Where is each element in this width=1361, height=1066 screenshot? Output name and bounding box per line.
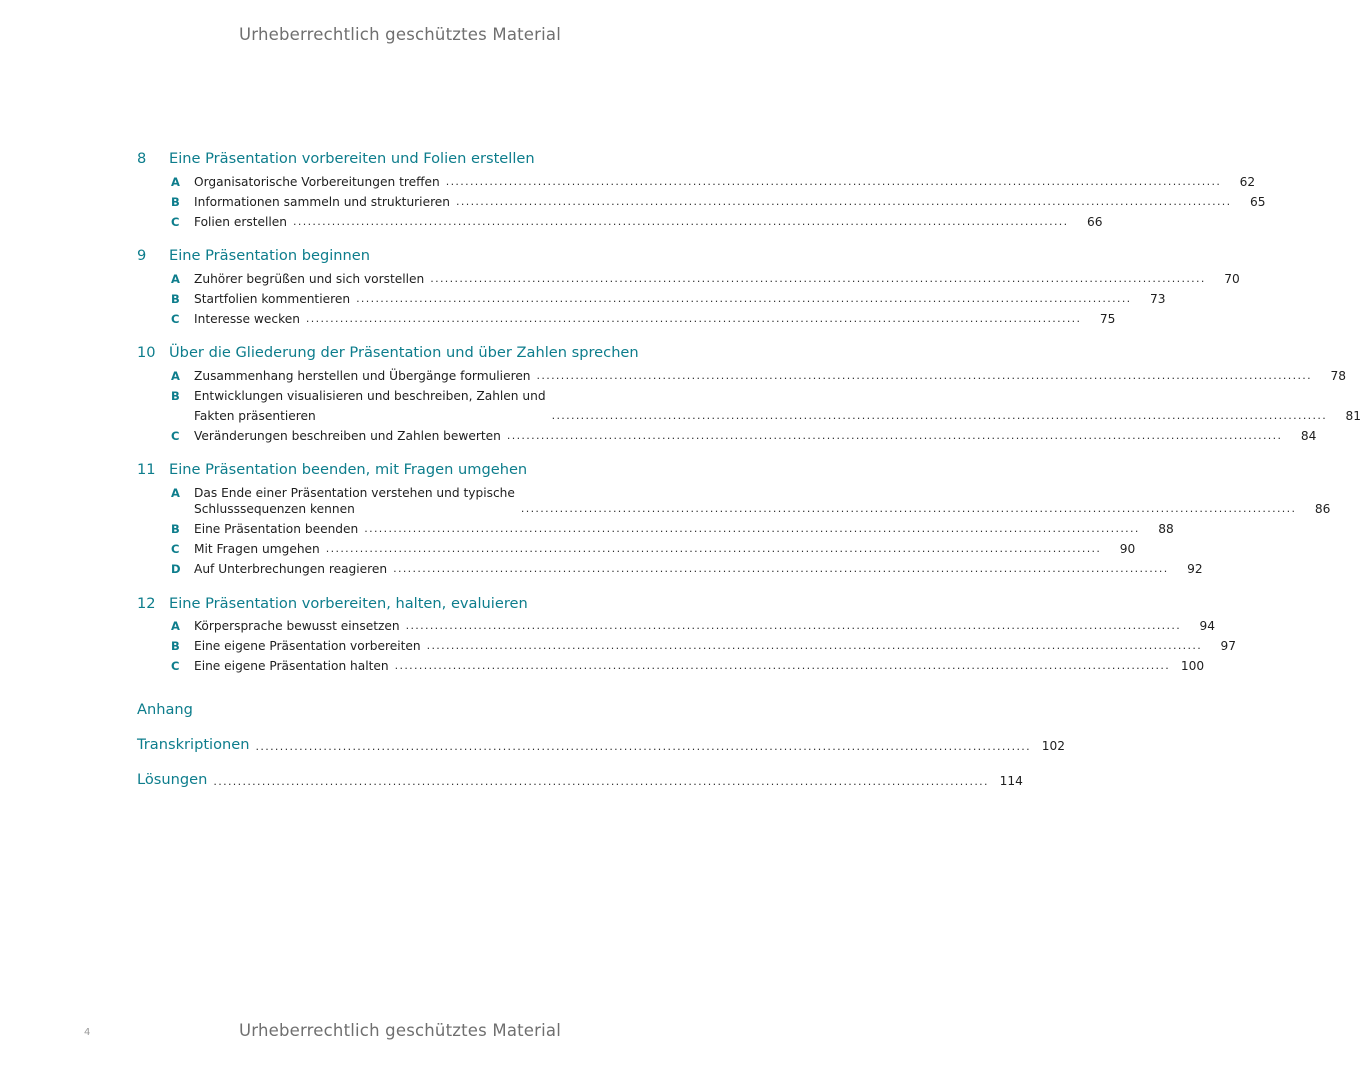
dot-leader: ................................................................................................................................................................ — [364, 522, 1140, 535]
section-letter: A — [171, 174, 180, 189]
section-title: Interesse wecken — [194, 311, 300, 326]
toc-entry[interactable] — [171, 658, 1205, 675]
appendix-entry-transcriptions[interactable] — [137, 734, 1065, 756]
appendix-title: Lösungen — [137, 770, 208, 788]
section-title: Organisatorische Vorbereitungen treffen — [194, 174, 440, 189]
chapter-number: 8 — [137, 150, 147, 167]
watermark-top: Urheberrechtlich geschütztes Material — [238, 25, 562, 44]
appendix-title: Transkriptionen — [137, 735, 250, 753]
chapter-9 — [137, 245, 1240, 327]
toc-entry[interactable] — [171, 428, 1317, 445]
toc-entry[interactable] — [171, 521, 1174, 538]
dot-leader: ................................................................................................................................................................ — [305, 311, 1082, 325]
page-ref: 62 — [1239, 174, 1256, 189]
page-ref: 97 — [1220, 639, 1237, 653]
page-ref: 78 — [1330, 368, 1346, 383]
toc-entry[interactable] — [171, 271, 1240, 288]
chapter-number: 10 — [137, 344, 156, 361]
chapter-title: Eine Präsentation vorbereiten, halten, evaluieren — [169, 594, 528, 612]
section-letter: C — [171, 311, 180, 326]
toc-entry[interactable] — [171, 368, 1346, 385]
section-title: Eine Präsentation beenden — [194, 522, 359, 536]
section-letter: D — [171, 562, 181, 576]
toc-entry[interactable] — [171, 638, 1237, 655]
appendix-heading: Anhang — [137, 700, 193, 718]
section-letter: B — [171, 388, 180, 403]
chapter-heading[interactable] — [137, 245, 657, 267]
watermark-bottom: Urheberrechtlich geschütztes Material — [238, 1021, 562, 1040]
page-ref: 84 — [1300, 428, 1317, 443]
chapter-title: Eine Präsentation beenden, mit Fragen umgehen — [169, 461, 528, 478]
section-letter: B — [171, 291, 180, 306]
toc-entry[interactable] — [171, 311, 1116, 328]
dot-leader: ................................................................................................................................................................ — [536, 368, 1312, 382]
chapter-title: Eine Präsentation vorbereiten und Folien erstellen — [169, 150, 535, 167]
dot-leader: ................................................................................................................................................................ — [255, 739, 1031, 753]
toc-entry[interactable] — [171, 561, 1203, 578]
page-ref: 66 — [1086, 214, 1103, 229]
page-ref: 86 — [1314, 502, 1331, 516]
chapter-11 — [137, 459, 1331, 578]
toc-entry[interactable] — [171, 618, 1216, 635]
page-ref: 75 — [1099, 311, 1116, 326]
chapter-number: 12 — [137, 594, 156, 612]
section-title: Zusammenhang herstellen und Übergänge formulieren — [194, 368, 531, 383]
chapter-title: Eine Präsentation beginnen — [169, 247, 371, 264]
section-title-line-2: Schlusssequenzen kennen — [194, 502, 355, 516]
section-letter: B — [171, 194, 180, 209]
chapter-12 — [137, 593, 1237, 675]
section-title: Veränderungen beschreiben und Zahlen bewerten — [194, 428, 501, 443]
toc-entry[interactable] — [171, 485, 1331, 518]
chapter-8 — [137, 148, 1266, 230]
section-title: Informationen sammeln und strukturieren — [194, 194, 451, 209]
chapter-heading[interactable] — [137, 593, 657, 615]
section-letter: B — [171, 639, 180, 653]
page-ref: 114 — [999, 773, 1023, 788]
dot-leader: ................................................................................................................................................................ — [394, 659, 1171, 672]
section-title — [194, 388, 552, 425]
section-title: Eine eigene Präsentation vorbereiten — [194, 639, 421, 653]
page-ref: 81 — [1345, 408, 1361, 423]
section-title: Folien erstellen — [194, 214, 288, 229]
section-letter: A — [171, 619, 180, 633]
toc-entry[interactable] — [171, 388, 1361, 425]
dot-leader: ................................................................................................................................................................ — [356, 291, 1132, 305]
chapter-number: 11 — [137, 461, 156, 478]
dot-leader: ................................................................................................................................................................ — [520, 502, 1297, 515]
page-ref: 90 — [1119, 542, 1136, 556]
page-ref: 73 — [1150, 291, 1166, 306]
toc-entry[interactable] — [171, 174, 1256, 191]
section-letter: C — [171, 428, 180, 443]
section-title: Körpersprache bewusst einsetzen — [194, 619, 400, 633]
chapter-10 — [137, 342, 1361, 444]
section-title-line-1: Das Ende einer Präsentation verstehen und typische — [194, 485, 515, 500]
section-title: Startfolien kommentieren — [194, 291, 351, 306]
chapter-title: Über die Gliederung der Präsentation und über Zahlen sprechen — [169, 344, 639, 361]
section-letter: A — [171, 271, 180, 286]
section-letter: B — [171, 522, 180, 536]
dot-leader: ................................................................................................................................................................ — [426, 639, 1203, 652]
page-ref: 92 — [1187, 562, 1203, 576]
section-title-line-1: Entwicklungen visualisieren und beschreiben, Zahlen und — [194, 388, 546, 403]
section-title — [194, 485, 521, 518]
toc-entry[interactable] — [171, 214, 1103, 231]
section-letter: C — [171, 214, 180, 229]
chapter-heading[interactable] — [137, 342, 657, 364]
dot-leader: ................................................................................................................................................................ — [293, 214, 1069, 228]
dot-leader: ................................................................................................................................................................ — [325, 542, 1102, 555]
page-ref: 88 — [1158, 522, 1174, 536]
section-title-line-2: Fakten präsentieren — [194, 408, 316, 423]
page-ref: 70 — [1224, 271, 1240, 286]
dot-leader: ................................................................................................................................................................ — [506, 428, 1283, 442]
table-of-contents — [137, 148, 1361, 791]
section-title: Zuhörer begrüßen und sich vorstellen — [194, 271, 425, 286]
page-ref: 100 — [1180, 659, 1205, 673]
page-ref: 94 — [1199, 619, 1216, 633]
section-title: Eine eigene Präsentation halten — [194, 659, 389, 673]
dot-leader: ................................................................................................................................................................ — [393, 562, 1169, 575]
section-letter: A — [171, 368, 180, 383]
dot-leader: ................................................................................................................................................................ — [213, 774, 989, 788]
chapter-number: 9 — [137, 247, 147, 264]
dot-leader: ................................................................................................................................................................ — [456, 194, 1232, 208]
dot-leader: ................................................................................................................................................................ — [445, 174, 1222, 188]
toc-entry[interactable] — [171, 541, 1136, 558]
section-letter: C — [171, 542, 180, 556]
chapter-heading[interactable] — [137, 148, 657, 170]
dot-leader: ................................................................................................................................................................ — [405, 619, 1182, 632]
toc-entry[interactable] — [171, 194, 1266, 211]
section-title: Mit Fragen umgehen — [194, 542, 320, 556]
page-ref: 65 — [1249, 194, 1266, 209]
section-letter: C — [171, 659, 180, 673]
toc-entry[interactable] — [171, 291, 1166, 308]
dot-leader: ................................................................................................................................................................ — [430, 271, 1206, 285]
appendix-entry-solutions[interactable] — [137, 769, 1023, 791]
dot-leader: ................................................................................................................................................................ — [551, 408, 1328, 422]
chapter-heading[interactable] — [137, 459, 657, 481]
section-title: Auf Unterbrechungen reagieren — [194, 562, 388, 576]
section-letter: A — [171, 485, 180, 500]
page-number: 4 — [84, 1027, 91, 1038]
page-ref: 102 — [1041, 738, 1065, 753]
